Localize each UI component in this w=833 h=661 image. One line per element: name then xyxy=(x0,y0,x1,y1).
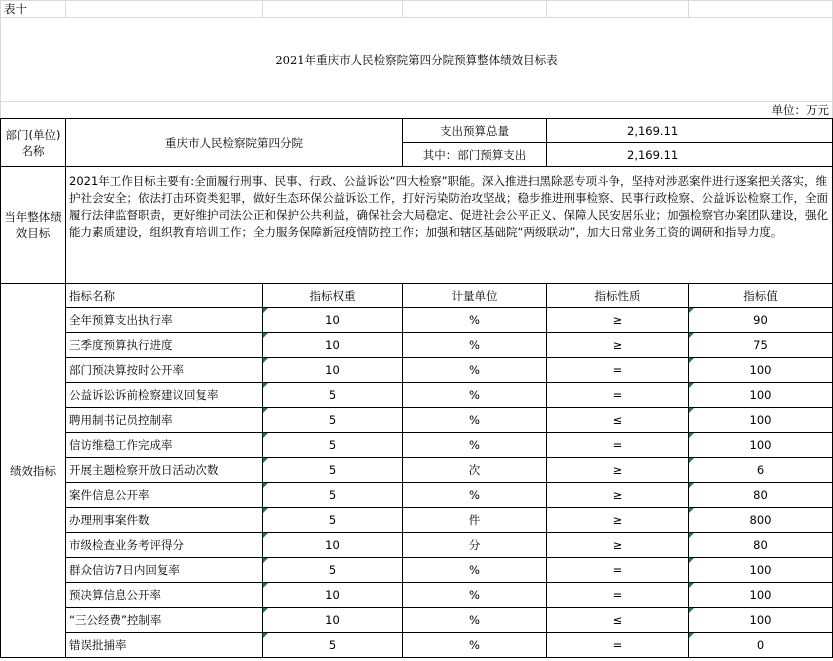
indicator-nature[interactable]: = xyxy=(547,583,689,608)
indicator-unit[interactable]: % xyxy=(403,408,547,433)
indicator-name[interactable]: 群众信访7日内回复率 xyxy=(66,558,263,583)
indicator-value[interactable]: 800 xyxy=(689,508,833,533)
table-row xyxy=(1,583,833,608)
indicator-weight[interactable]: 5 xyxy=(263,408,403,433)
annual-goal-text[interactable]: 2021年工作目标主要有:全面履行刑事、民事、行政、公益诉讼“四大检察”职能。深入推进扫黑除恶专项斗争，坚持对涉恶案件进行逐案把关落实，维护社会安全；依法打击环资类犯罪，做好生态环保公益诉讼工作，打好污染防治攻坚战；稳步推进刑事检察、民事行政检察、公益诉讼检察工作，全面履行法律监督职责，更好维护司法公正和保护公共利益，确保社会大局稳定、促进社会公平正义、保障人民安居乐业；加强检察官办案团队建设，强化能力素质建设，组织教育培训工作；全力服务保障新冠疫情防控工作；加强和辖区基础院“两级联动”，加大日常业务工资的调研和指导力度。 xyxy=(66,167,833,284)
header-unit[interactable]: 计量单位 xyxy=(403,284,547,308)
indicator-nature[interactable]: = xyxy=(547,433,689,458)
indicator-unit[interactable]: 件 xyxy=(403,508,547,533)
unit-row xyxy=(1,102,833,119)
dept-budget-value[interactable]: 2,169.11 xyxy=(547,143,833,167)
table-row xyxy=(1,558,833,583)
table-row xyxy=(1,308,833,333)
table-row xyxy=(1,408,833,433)
indicator-name[interactable]: “三公经费”控制率 xyxy=(66,608,263,633)
indicator-nature[interactable]: ≥ xyxy=(547,483,689,508)
indicator-value[interactable]: 80 xyxy=(689,533,833,558)
table-row xyxy=(1,433,833,458)
indicator-value[interactable]: 75 xyxy=(689,333,833,358)
indicator-unit[interactable]: % xyxy=(403,358,547,383)
dept-budget-label[interactable]: 其中：部门预算支出 xyxy=(403,143,547,167)
indicator-value[interactable]: 100 xyxy=(689,558,833,583)
indicator-weight[interactable]: 10 xyxy=(263,583,403,608)
sheet-label-row xyxy=(1,1,833,18)
indicator-value[interactable]: 100 xyxy=(689,358,833,383)
table-row xyxy=(1,383,833,408)
budget-total-value[interactable]: 2,169.11 xyxy=(547,119,833,143)
indicator-name[interactable]: 办理刑事案件数 xyxy=(66,508,263,533)
table-row xyxy=(1,358,833,383)
budget-total-label[interactable]: 支出预算总量 xyxy=(403,119,547,143)
table-row xyxy=(1,633,833,658)
sheet-label[interactable]: 表十 xyxy=(1,1,66,18)
table-row xyxy=(1,333,833,358)
indicator-value[interactable]: 80 xyxy=(689,483,833,508)
indicator-unit[interactable]: % xyxy=(403,583,547,608)
indicator-value[interactable]: 100 xyxy=(689,608,833,633)
indicator-nature[interactable]: = xyxy=(547,383,689,408)
indicator-nature[interactable]: ≥ xyxy=(547,458,689,483)
table-row xyxy=(1,483,833,508)
indicator-weight[interactable]: 10 xyxy=(263,533,403,558)
indicator-nature[interactable]: ≤ xyxy=(547,408,689,433)
indicator-weight[interactable]: 10 xyxy=(263,358,403,383)
indicator-nature[interactable]: ≥ xyxy=(547,533,689,558)
indicator-nature[interactable]: ≥ xyxy=(547,508,689,533)
indicator-name[interactable]: 开展主题检察开放日活动次数 xyxy=(66,458,263,483)
page-title[interactable]: 2021年重庆市人民检察院第四分院预算整体绩效目标表 xyxy=(1,18,833,102)
title-row xyxy=(1,18,833,102)
table-row xyxy=(1,608,833,633)
budget-total-row xyxy=(1,119,833,143)
indicator-name[interactable]: 全年预算支出执行率 xyxy=(66,308,263,333)
indicator-nature[interactable]: ≤ xyxy=(547,608,689,633)
header-value[interactable]: 指标值 xyxy=(689,284,833,308)
indicator-nature[interactable]: = xyxy=(547,558,689,583)
empty-cell[interactable] xyxy=(547,1,689,18)
indicator-unit[interactable]: % xyxy=(403,483,547,508)
indicator-weight[interactable]: 10 xyxy=(263,333,403,358)
indicator-weight[interactable]: 10 xyxy=(263,308,403,333)
indicator-name[interactable]: 聘用制书记员控制率 xyxy=(66,408,263,433)
indicator-name[interactable]: 三季度预算执行进度 xyxy=(66,333,263,358)
indicator-unit[interactable]: % xyxy=(403,558,547,583)
indicator-value[interactable]: 100 xyxy=(689,433,833,458)
indicator-weight[interactable]: 5 xyxy=(263,558,403,583)
indicator-name[interactable]: 预决算信息公开率 xyxy=(66,583,263,608)
indicator-value[interactable]: 100 xyxy=(689,383,833,408)
empty-cell[interactable] xyxy=(263,1,403,18)
empty-cell[interactable] xyxy=(403,1,547,18)
indicator-unit[interactable]: % xyxy=(403,333,547,358)
indicator-weight[interactable]: 10 xyxy=(263,608,403,633)
indicator-unit[interactable]: 次 xyxy=(403,458,547,483)
annual-goal-row xyxy=(1,167,833,284)
indicator-value[interactable]: 0 xyxy=(689,633,833,658)
header-name[interactable]: 指标名称 xyxy=(66,284,263,308)
indicator-value[interactable]: 6 xyxy=(689,458,833,483)
perf-label[interactable]: 绩效指标 xyxy=(1,284,66,658)
indicator-weight[interactable]: 5 xyxy=(263,458,403,483)
indicator-weight[interactable]: 5 xyxy=(263,483,403,508)
indicator-name[interactable]: 部门预决算按时公开率 xyxy=(66,358,263,383)
indicator-unit[interactable]: % xyxy=(403,633,547,658)
indicator-nature[interactable]: ≥ xyxy=(547,333,689,358)
indicator-weight[interactable]: 5 xyxy=(263,383,403,408)
indicator-value[interactable]: 100 xyxy=(689,583,833,608)
indicator-nature[interactable]: ≥ xyxy=(547,308,689,333)
indicator-nature[interactable]: = xyxy=(547,358,689,383)
empty-cell[interactable] xyxy=(66,1,263,18)
indicator-unit[interactable]: % xyxy=(403,608,547,633)
indicator-unit[interactable]: % xyxy=(403,433,547,458)
indicator-unit[interactable]: % xyxy=(403,383,547,408)
indicator-weight[interactable]: 5 xyxy=(263,633,403,658)
indicator-weight[interactable]: 5 xyxy=(263,433,403,458)
header-weight[interactable]: 指标权重 xyxy=(263,284,403,308)
indicator-name[interactable]: 案件信息公开率 xyxy=(66,483,263,508)
indicator-header-row xyxy=(1,284,833,308)
indicator-unit[interactable]: % xyxy=(403,308,547,333)
indicator-nature[interactable]: = xyxy=(547,633,689,658)
indicator-value[interactable]: 100 xyxy=(689,408,833,433)
header-nature[interactable]: 指标性质 xyxy=(547,284,689,308)
dept-name[interactable]: 重庆市人民检察院第四分院 xyxy=(66,119,403,167)
table-row xyxy=(1,458,833,483)
indicator-name[interactable]: 错误批捕率 xyxy=(66,633,263,658)
dept-label[interactable]: 部门(单位)名称 xyxy=(1,119,66,167)
table-row xyxy=(1,508,833,533)
indicator-name[interactable]: 市级检查业务考评得分 xyxy=(66,533,263,558)
unit-label[interactable]: 单位：万元 xyxy=(1,102,833,119)
indicator-value[interactable]: 90 xyxy=(689,308,833,333)
annual-goal-label[interactable]: 当年整体绩效目标 xyxy=(1,167,66,284)
indicator-weight[interactable]: 5 xyxy=(263,508,403,533)
empty-cell[interactable] xyxy=(689,1,833,18)
indicator-name[interactable]: 信访维稳工作完成率 xyxy=(66,433,263,458)
table-row xyxy=(1,533,833,558)
indicator-unit[interactable]: 分 xyxy=(403,533,547,558)
indicator-name[interactable]: 公益诉讼诉前检察建议回复率 xyxy=(66,383,263,408)
